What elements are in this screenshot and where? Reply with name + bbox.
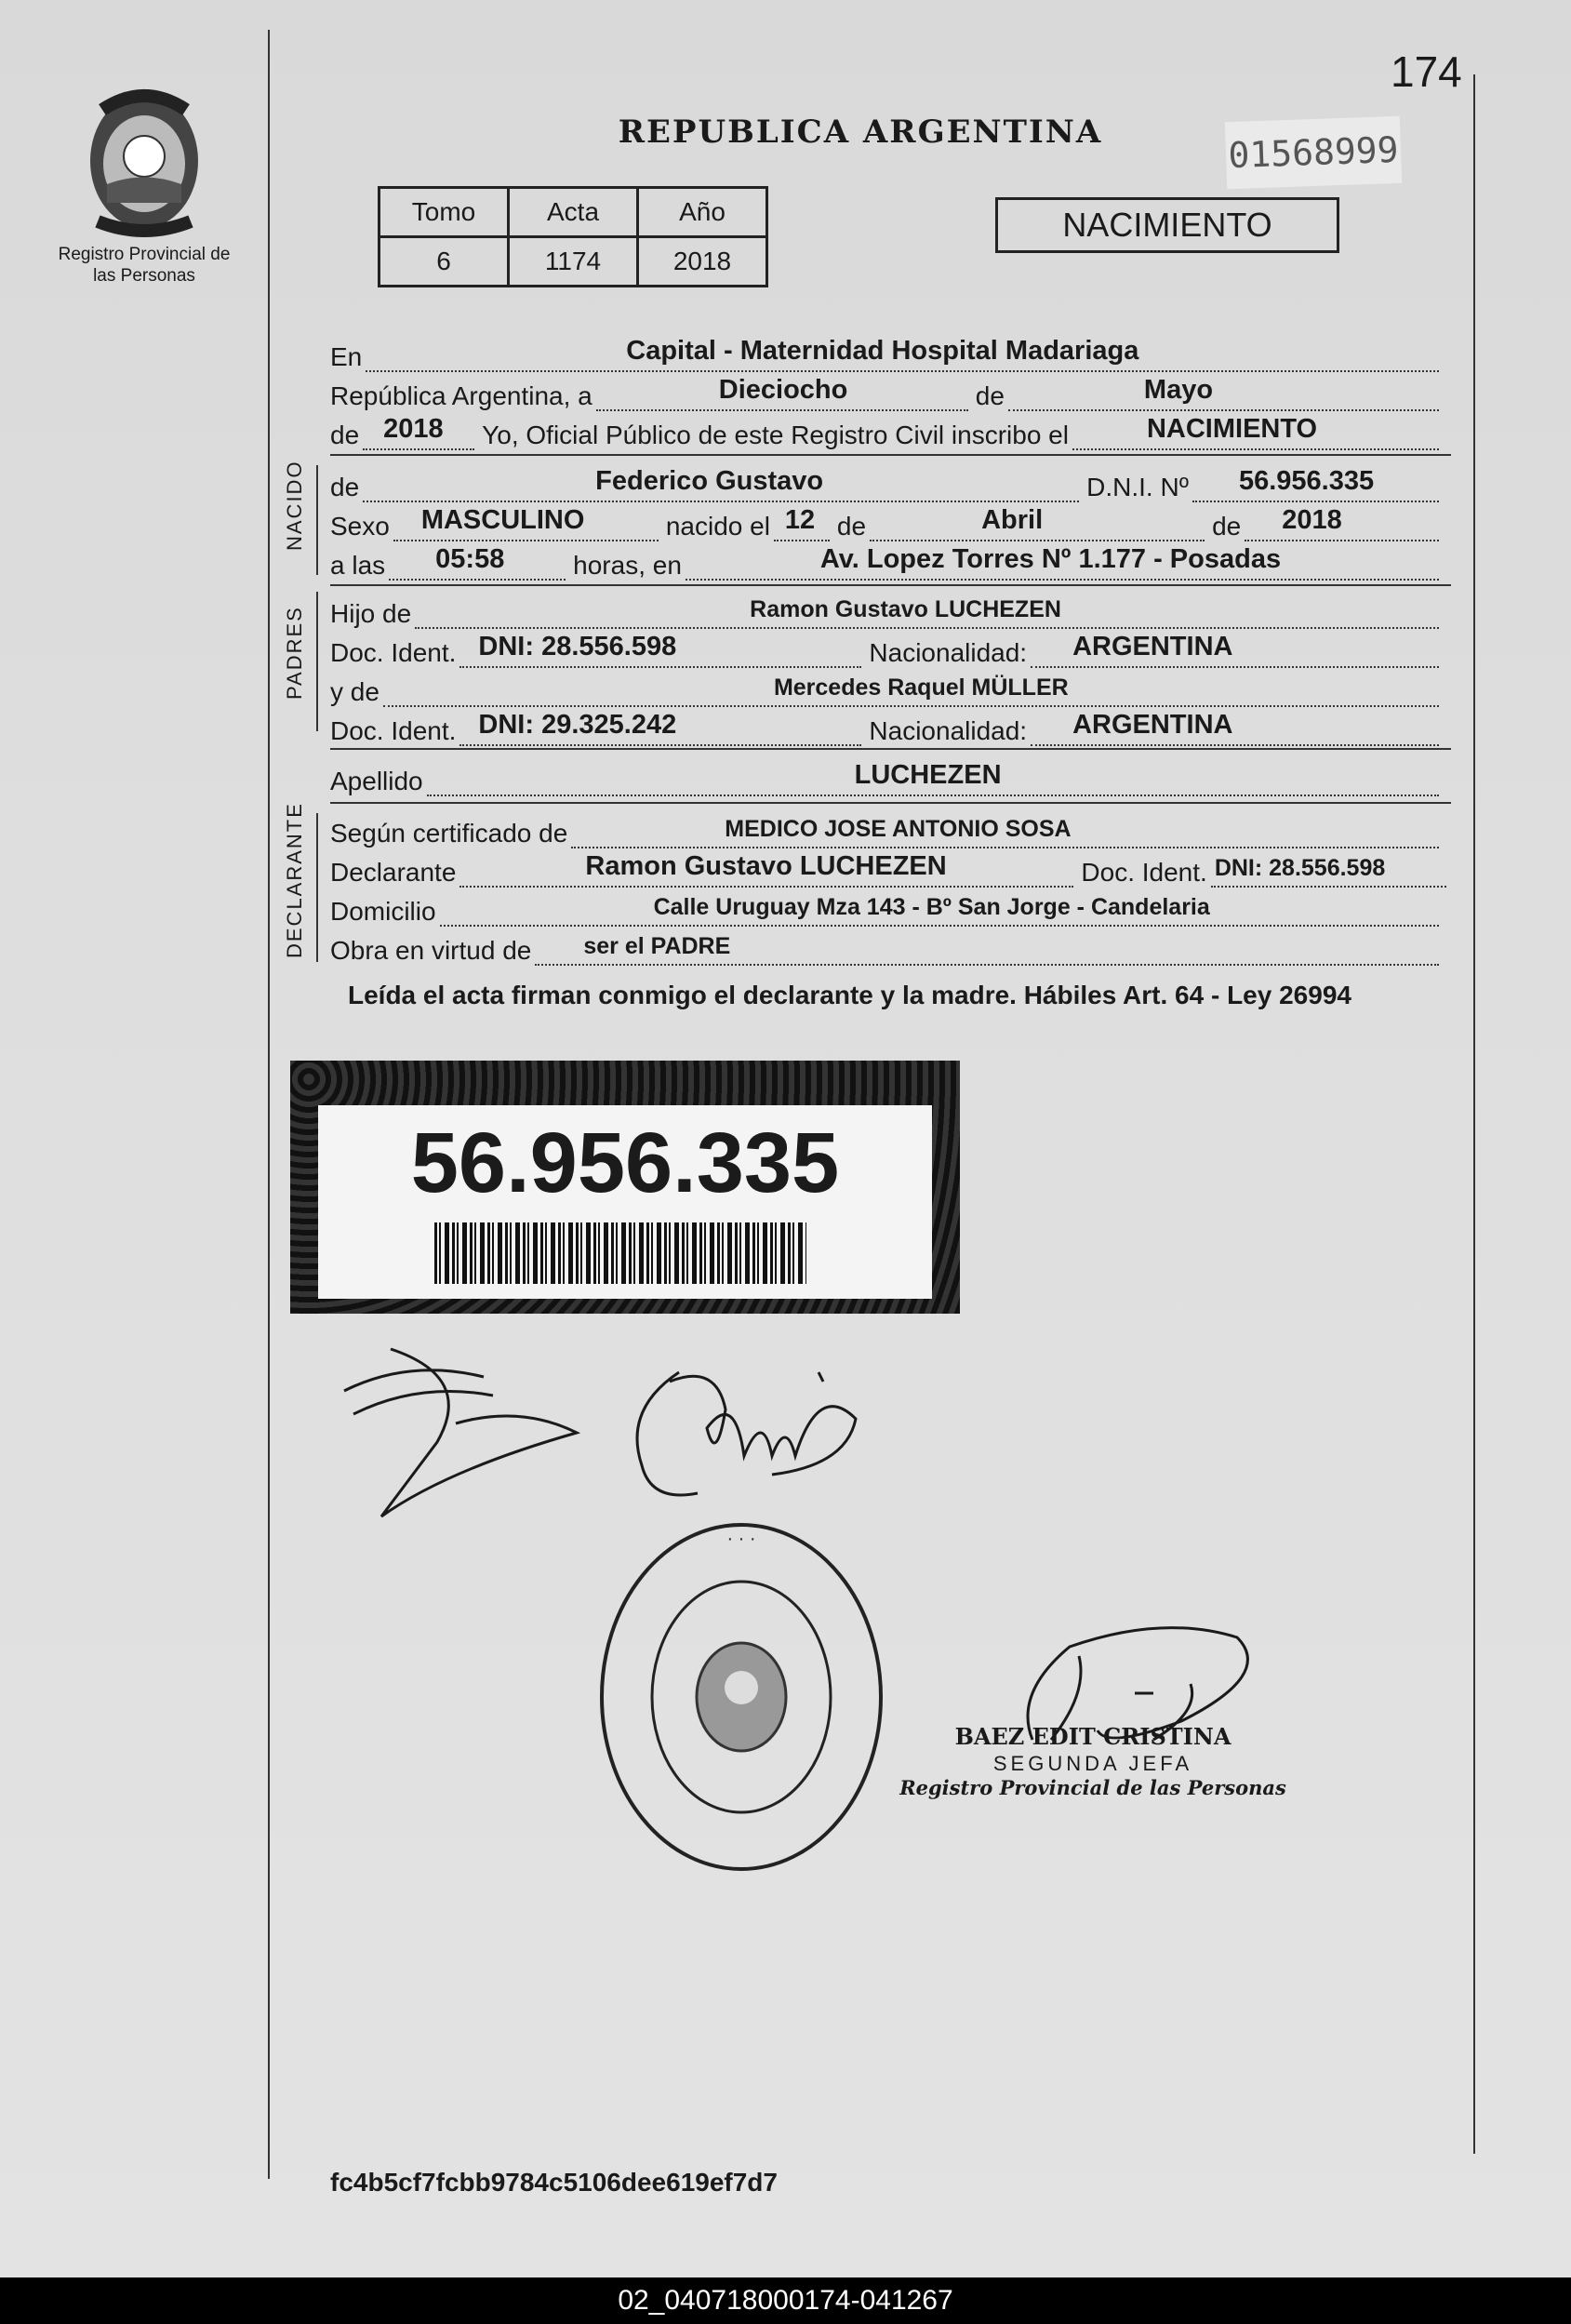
mother-nat-fill [1031,710,1439,746]
mother-doc-value: DNI: 29.325.242 [478,710,677,740]
birth-place-value: Av. Lopez Torres Nº 1.177 - Posadas [819,544,1282,574]
label-en: En [330,342,363,371]
name-value: Federico Gustavo [595,466,824,496]
label-sexo: Sexo [330,512,390,541]
birth-year-value: 2018 [1282,505,1342,535]
separator-4 [330,802,1451,804]
anio-header: Año [638,188,767,237]
stamp-number: 01568999 [1225,116,1402,190]
separator-3 [330,748,1451,750]
nacido-bracket [316,465,318,575]
time-fill [389,544,566,581]
father-nationality-value: ARGENTINA [1072,632,1233,661]
label-doc-ident-mother: Doc. Ident. [330,716,457,745]
place-fill [366,336,1439,372]
signature-block [893,1723,1293,1799]
label-obra: Obra en virtud de [330,936,532,965]
mother-fill [383,674,1439,707]
mother-signature [632,1354,865,1521]
label-nacionalidad-mother: Nacionalidad: [869,716,1028,745]
label-apellido: Apellido [330,767,423,795]
father-value: Ramon Gustavo LUCHEZEN [750,596,1061,622]
row-father-doc [330,631,1446,668]
birth-time-value: 05:58 [435,544,505,574]
page-title: REPUBLICA ARGENTINA [618,114,1103,151]
right-margin-line [1473,74,1475,2154]
row-year [330,413,1446,450]
act-value: NACIMIENTO [1146,414,1318,444]
certificate-value: MEDICO JOSE ANTONIO SOSA [725,816,1072,842]
row-surname [330,759,1446,796]
label-de-year: de [330,421,360,449]
separator-1 [330,454,1451,456]
registry-table [378,186,768,287]
label-domicilio: Domicilio [330,897,436,926]
section-declarante: DECLARANTE [283,802,306,958]
birth-place-fill [686,544,1439,581]
birth-day-fill [774,505,830,541]
declarant-doc-value: DNI: 28.556.598 [1214,855,1386,881]
capacity-value: ser el PADRE [583,933,731,959]
label-doc-ident-declarant: Doc. Ident. [1081,858,1207,887]
barcode [434,1222,806,1284]
provincial-logo [74,82,214,240]
section-padres: PADRES [283,606,306,700]
row-sex [330,504,1446,541]
row-certificate [330,811,1446,848]
label-nacionalidad-father: Nacionalidad: [869,638,1028,667]
label-hijo-de: Hijo de [330,599,412,628]
padres-bracket [316,592,318,731]
label-doc-ident-father: Doc. Ident. [330,638,457,667]
row-name [330,465,1446,502]
row-capacity [330,928,1446,966]
row-place [330,335,1446,372]
label-nacido-el: nacido el [665,512,770,541]
id-sticker [290,1061,960,1314]
act-fill [1072,414,1439,450]
declarant-doc-fill [1211,855,1446,888]
day-fill [596,375,968,411]
row-mother [330,670,1446,707]
declarante-bracket [316,813,318,962]
declarant-fill [459,851,1073,888]
page-number: 174 [1391,47,1462,96]
label-de-byear: de [1212,512,1242,541]
surname-value: LUCHEZEN [854,760,1002,790]
name-fill [363,466,1079,502]
birth-year-fill [1245,505,1439,541]
mother-doc-fill [459,710,861,746]
acta-header: Acta [509,188,638,237]
birth-month-value: Abril [981,505,1044,535]
birth-month-fill [870,505,1205,541]
id-number: 56.956.335 [410,1115,840,1210]
row-time [330,543,1446,581]
acta-value: 1174 [509,237,638,287]
registry-caption: Registro Provincial de las Personas [58,245,231,286]
address-fill [440,894,1439,927]
section-nacido: NACIDO [283,460,306,551]
dni-value: 56.956.335 [1238,466,1375,496]
declarant-value: Ramon Gustavo LUCHEZEN [585,851,947,881]
row-address [330,889,1446,927]
father-fill [415,596,1439,629]
official-org: Registro Provincial de las Personas [899,1776,1286,1799]
official-seal [597,1520,885,1874]
svg-text:· · ·: · · · [726,1529,756,1549]
official-role: SEGUNDA JEFA [992,1752,1193,1775]
year-value: 2018 [383,414,444,444]
label-horas-en: horas, en [573,551,682,580]
year-fill [363,414,474,450]
row-date [330,374,1446,411]
row-declarant [330,850,1446,888]
birth-day-value: 12 [784,505,816,535]
official-name: BAEZ EDIT CRISTINA [954,1723,1232,1750]
address-value: Calle Uruguay Mza 143 - Bº San Jorge - Candelaria [653,894,1210,920]
father-doc-value: DNI: 28.556.598 [478,632,677,661]
day-value: Dieciocho [718,375,848,405]
row-mother-doc [330,709,1446,746]
left-margin-line [268,30,270,2179]
label-de-month: de [975,381,1005,410]
tomo-value: 6 [379,237,509,287]
label-de-name: de [330,473,360,501]
label-segun: Según certificado de [330,819,568,848]
anio-value: 2018 [638,237,767,287]
father-doc-fill [459,632,861,668]
document-hash: fc4b5cf7fcbb9784c5106dee619ef7d7 [330,2168,778,2197]
label-yo: Yo, Oficial Público de este Registro Civil inscribo el [482,421,1069,449]
father-nat-fill [1031,632,1439,668]
file-id-footer: 02_040718000174-041267 [0,2277,1571,2324]
label-y-de: y de [330,677,379,706]
label-declarante: Declarante [330,858,457,887]
declarant-signature [335,1340,605,1526]
label-de-bmonth: de [836,512,867,541]
month-value: Mayo [1143,375,1214,405]
dni-fill [1192,466,1439,502]
capacity-fill [535,933,1439,966]
row-father [330,592,1446,629]
place-value: Capital - Maternidad Hospital Madariaga [626,336,1139,366]
label-dni: D.N.I. Nº [1086,473,1189,501]
surname-fill [427,760,1439,796]
label-republica: República Argentina, a [330,381,592,410]
certificate-fill [571,816,1439,848]
mother-nationality-value: ARGENTINA [1072,710,1233,740]
sex-value: MASCULINO [420,505,585,535]
month-fill [1008,375,1439,411]
act-type-box: NACIMIENTO [995,197,1339,253]
sex-fill [393,505,659,541]
label-a-las: a las [330,551,386,580]
separator-2 [330,584,1451,586]
legal-note: Leída el acta firman conmigo el declarante y la madre. Hábiles Art. 64 - Ley 26994 [348,981,1351,1009]
tomo-header: Tomo [379,188,509,237]
mother-value: Mercedes Raquel MÜLLER [773,674,1069,701]
